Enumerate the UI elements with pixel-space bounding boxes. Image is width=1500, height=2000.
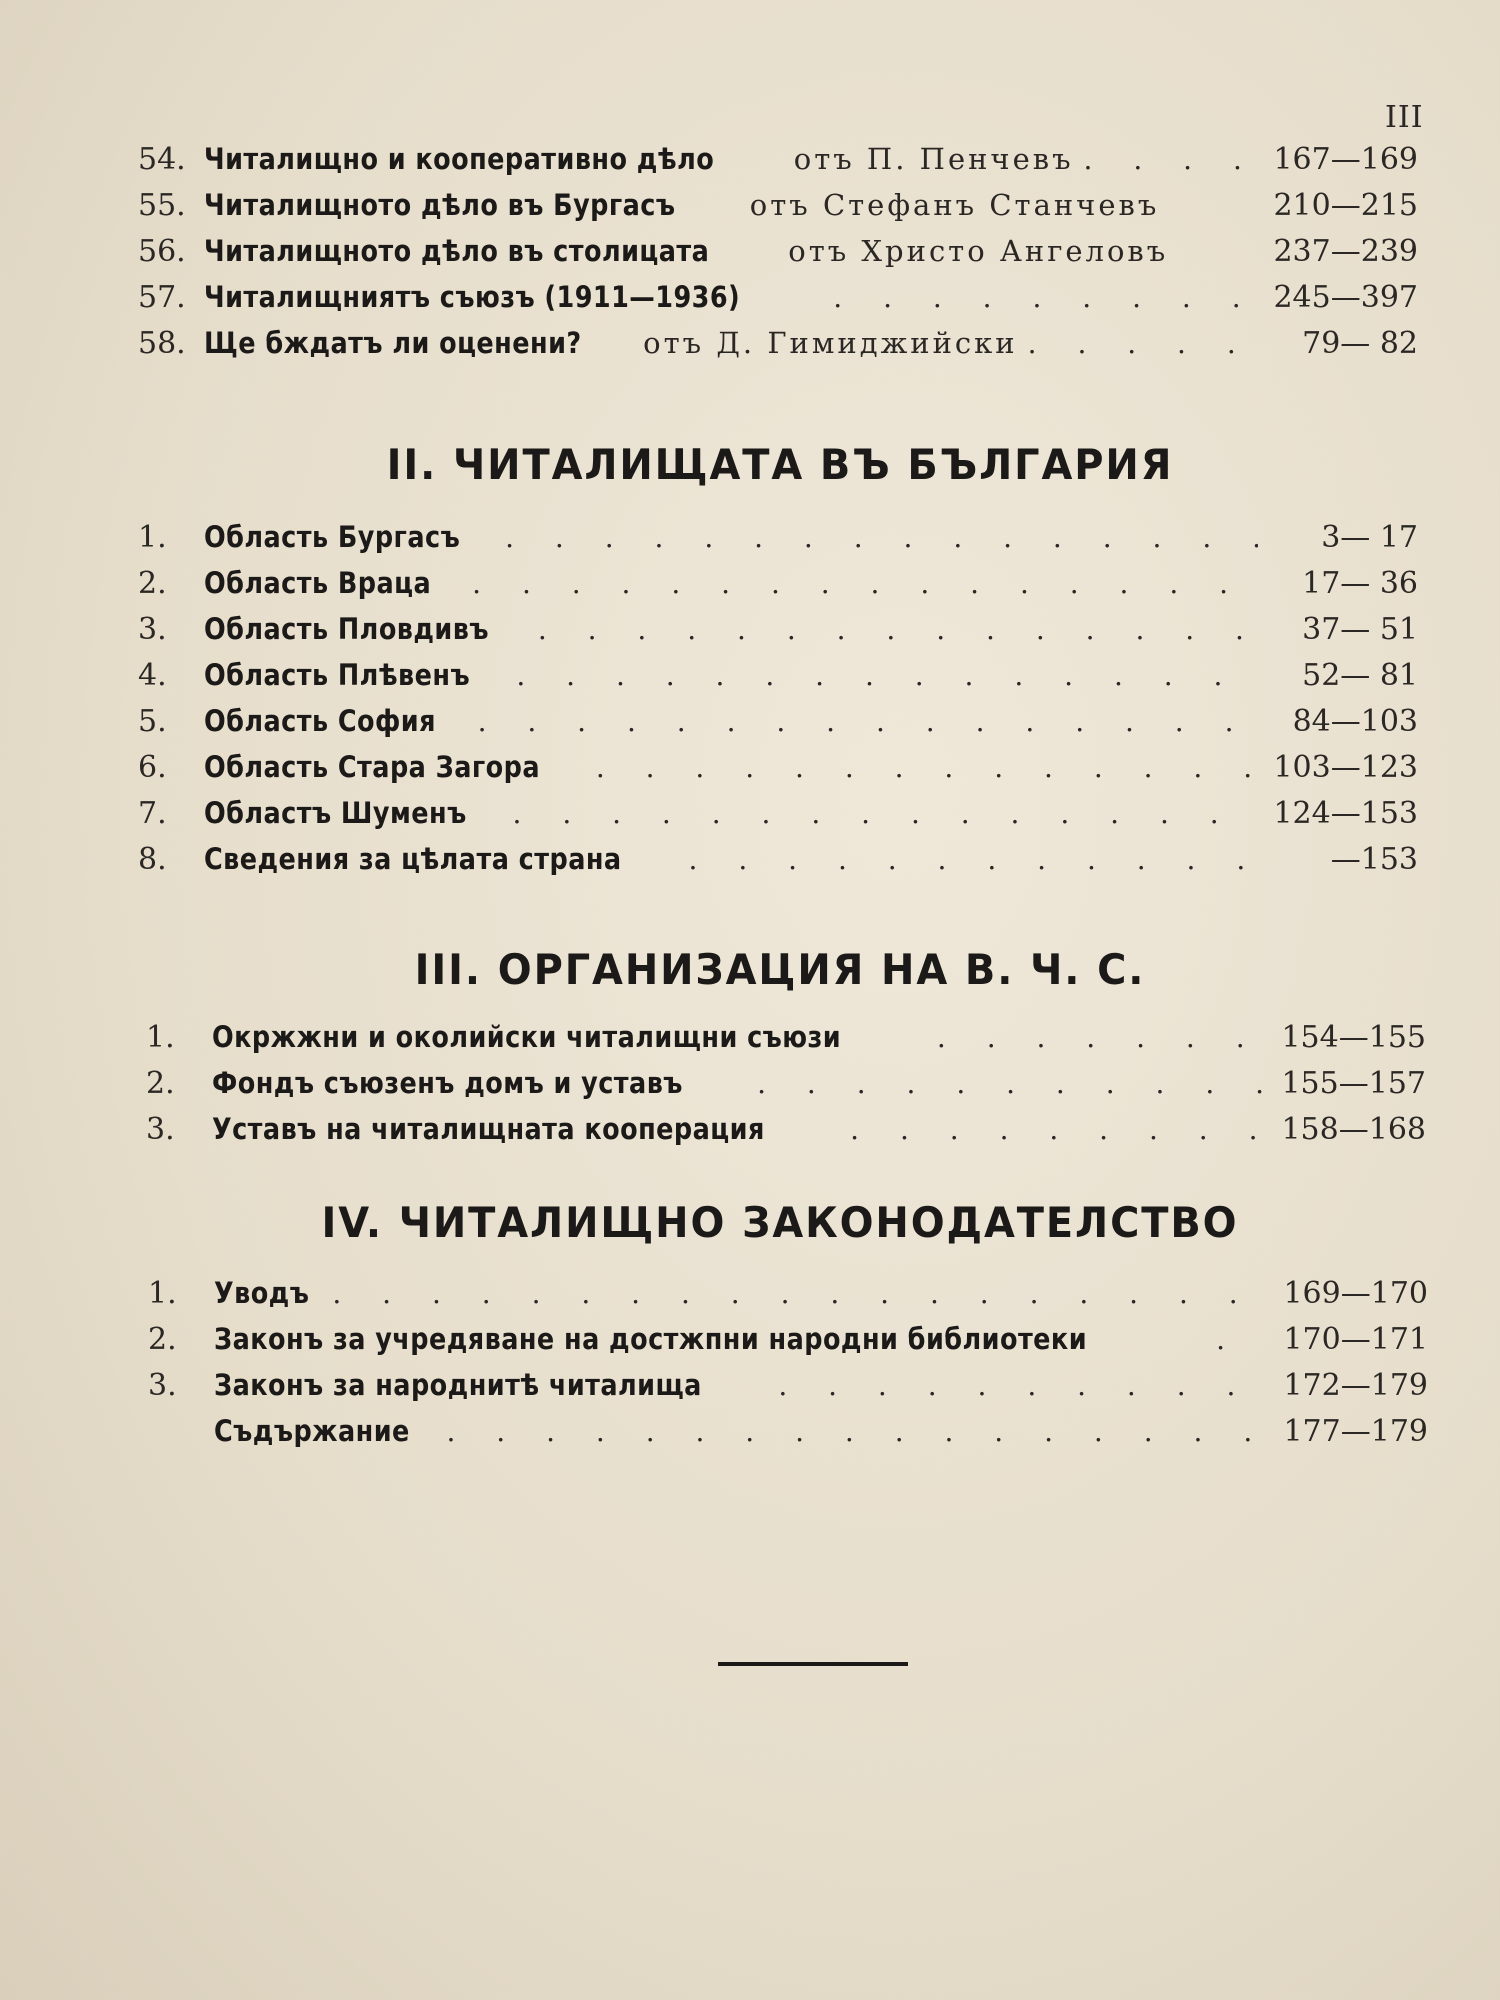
toc-entry <box>138 612 1418 656</box>
dot-leader <box>513 797 1258 830</box>
entry-pages: 169—170 <box>1283 1276 1428 1311</box>
entry-title: Уводъ <box>214 1276 310 1310</box>
dot-leader <box>757 1067 1266 1100</box>
dot-leader <box>538 613 1258 646</box>
entry-number: 2. <box>138 566 167 601</box>
dot-leader <box>516 659 1258 692</box>
toc-entry-55 <box>138 188 1418 232</box>
entry-title: Съдържание <box>214 1414 410 1448</box>
entry-pages: 245—397 <box>1273 280 1418 315</box>
toc-entry <box>146 1020 1426 1064</box>
entry-title: Читалищно и кооперативно дѣло <box>204 142 715 176</box>
entry-number: 57. <box>138 280 186 315</box>
entry-number: 6. <box>138 750 167 785</box>
dot-leader <box>596 751 1258 784</box>
entry-number: 1. <box>148 1276 177 1311</box>
dot-leader <box>1216 1323 1268 1356</box>
toc-entry <box>138 796 1418 840</box>
entry-pages: 158—168 <box>1281 1112 1426 1147</box>
entry-pages: 155—157 <box>1281 1066 1426 1101</box>
entry-author: отъ Д. Гимиджийски <box>643 326 1018 360</box>
entry-title: Область Враца <box>204 566 432 600</box>
entry-number: 2. <box>146 1066 175 1101</box>
entry-pages: 3— 17 <box>1321 520 1418 555</box>
toc-entry <box>148 1368 1428 1412</box>
entry-number: 7. <box>138 796 167 831</box>
dot-leader <box>1084 143 1258 176</box>
entry-author: отъ Христо Ангеловъ <box>788 234 1169 268</box>
page-number: III <box>1385 100 1424 135</box>
entry-title: Фондъ съюзенъ домъ и уставъ <box>212 1066 683 1100</box>
dot-leader <box>937 1021 1266 1054</box>
dot-leader <box>478 705 1258 738</box>
entry-title: Законъ за учредяване на достжпни народни библиотеки <box>214 1322 1088 1356</box>
section-heading-iii: III. ОРГАНИЗАЦИЯ НА В. Ч. С. <box>414 945 1146 994</box>
toc-entry <box>138 658 1418 702</box>
toc-entry <box>138 566 1418 610</box>
dot-leader <box>505 521 1258 554</box>
entry-pages: 237—239 <box>1273 234 1418 269</box>
entry-number: 56. <box>138 234 186 269</box>
entry-number: 58. <box>138 326 186 361</box>
entry-pages: 103—123 <box>1273 750 1418 785</box>
entry-pages: 177—179 <box>1283 1414 1428 1449</box>
toc-entry-54 <box>138 142 1418 186</box>
entry-title: Областъ Шуменъ <box>204 796 467 830</box>
toc-entry <box>138 750 1418 794</box>
dot-leader <box>1028 327 1258 360</box>
entry-title: Область Плѣвенъ <box>204 658 471 692</box>
toc-entry <box>146 1066 1426 1110</box>
toc-entry-57 <box>138 280 1418 324</box>
entry-pages: 52— 81 <box>1302 658 1418 693</box>
entry-title: Читалищното дѣло въ Бургасъ <box>204 188 676 222</box>
dot-leader <box>850 1113 1266 1146</box>
entry-title: Окржжни и околийски читалищни съюзи <box>212 1020 842 1054</box>
end-rule <box>718 1662 908 1666</box>
entry-number: 8. <box>138 842 167 877</box>
entry-pages: 172—179 <box>1283 1368 1428 1403</box>
entry-author: отъ Стефанъ Станчевъ <box>749 188 1160 222</box>
section-heading-ii: II. ЧИТАЛИЩАТА ВЪ БЪЛГАРИЯ <box>386 440 1174 489</box>
entry-title: Сведения за цѣлата страна <box>204 842 622 876</box>
toc-entry-56 <box>138 234 1418 278</box>
entry-pages: 167—169 <box>1273 142 1418 177</box>
entry-author: отъ П. Пенчевъ <box>793 142 1074 176</box>
toc-entry <box>138 704 1418 748</box>
entry-title: Уставъ на читалищната кооперация <box>212 1112 765 1146</box>
entry-title: Ще бждатъ ли оценени? <box>204 326 582 360</box>
entry-number: 4. <box>138 658 167 693</box>
entry-title: Читалищниятъ съюзъ (1911—1936) <box>204 280 741 314</box>
entry-number: 54. <box>138 142 186 177</box>
toc-entry <box>138 520 1418 564</box>
entry-pages: 84—103 <box>1292 704 1418 739</box>
dot-leader <box>472 567 1258 600</box>
entry-title: Законъ за народнитѣ читалища <box>214 1368 702 1402</box>
toc-entry <box>146 1112 1426 1156</box>
entry-pages: 154—155 <box>1281 1020 1426 1055</box>
entry-pages: 17— 36 <box>1302 566 1418 601</box>
dot-leader <box>689 843 1258 876</box>
entry-pages: 210—215 <box>1273 188 1418 223</box>
dot-leader <box>778 1369 1268 1402</box>
entry-number: 5. <box>138 704 167 739</box>
entry-title: Область Бургасъ <box>204 520 461 554</box>
entry-pages: 170—171 <box>1283 1322 1428 1357</box>
entry-number: 1. <box>146 1020 175 1055</box>
dot-leader <box>447 1415 1269 1448</box>
toc-entry <box>148 1414 1428 1458</box>
toc-entry-58 <box>138 326 1418 370</box>
entry-number: 3. <box>146 1112 175 1147</box>
toc-entry <box>148 1322 1428 1366</box>
entry-title: Читалищното дѣло въ столицата <box>204 234 710 268</box>
dot-leader <box>833 281 1258 314</box>
entry-pages: —153 <box>1330 842 1418 877</box>
entry-title: Область Стара Загора <box>204 750 540 784</box>
entry-pages: 37— 51 <box>1302 612 1418 647</box>
entry-title: Область Пловдивъ <box>204 612 489 646</box>
entry-number: 2. <box>148 1322 177 1357</box>
entry-number: 55. <box>138 188 186 223</box>
entry-pages: 79— 82 <box>1302 326 1418 361</box>
entry-title: Область София <box>204 704 436 738</box>
toc-entry <box>138 842 1418 886</box>
entry-number: 3. <box>138 612 167 647</box>
entry-number: 1. <box>138 520 167 555</box>
section-heading-iv: IV. ЧИТАЛИЩНО ЗАКОНОДАТЕЛСТВО <box>321 1198 1239 1247</box>
toc-entry <box>148 1276 1428 1320</box>
entry-pages: 124—153 <box>1273 796 1418 831</box>
dot-leader <box>332 1277 1268 1310</box>
entry-number: 3. <box>148 1368 177 1403</box>
